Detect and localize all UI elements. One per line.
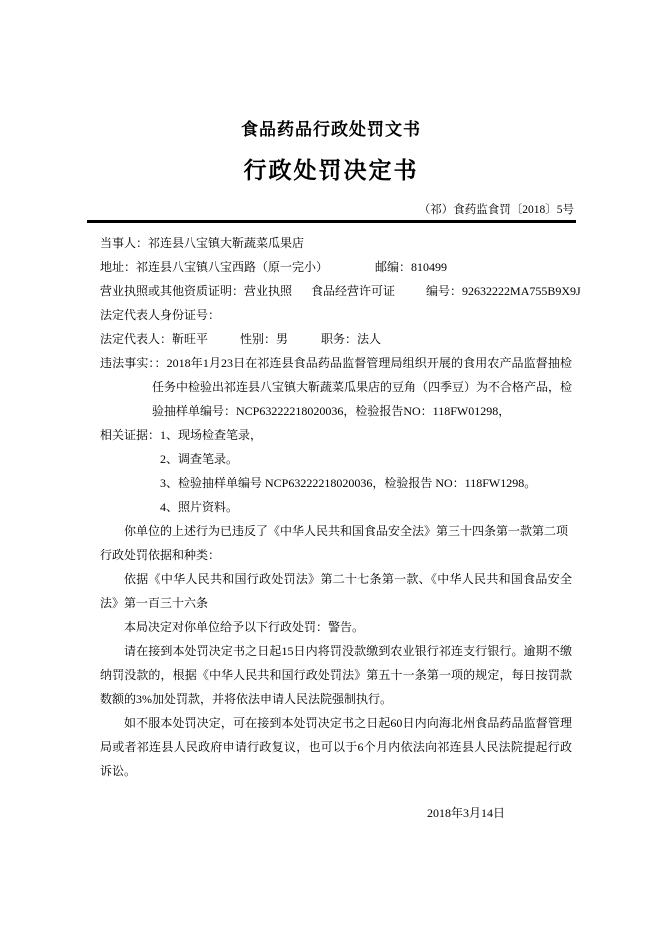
facts-text: ：2018年1月23日在祁连县食品药品监督管理局组织开展的食用农产品监督抽检任务中检验出祁连县八宝镇大靳蔬菜瓜果店的豆角（四季豆）为不合格产品，检验抽样单编号：NCP63222218020036，检验报告NO：118FW01298， bbox=[152, 356, 573, 418]
license-number-field: 编号：92632222MA755B9X9J bbox=[426, 284, 581, 298]
evidence-item-2: 2、调查笔录。 bbox=[160, 452, 239, 466]
payment-paragraph: 请在接到本处罚决定书之日起15日内将罚没款缴到农业银行祁连支行银行。逾期不缴纳罚没款的，根据《中华人民共和国行政处罚法》第五十一条第一项的规定，每日按罚款数额的3%加处罚款，并将依法申请人民法院强制执行。 bbox=[100, 644, 572, 706]
legal-rep-field: 法定代表人：靳旺平 bbox=[100, 332, 209, 346]
document-title: 行政处罚决定书 bbox=[243, 158, 419, 183]
address-line bbox=[100, 255, 572, 279]
penalty-basis-heading: 行政处罚依据和种类： bbox=[100, 548, 221, 562]
license-line bbox=[100, 279, 581, 303]
permit-field: 食品经营许可证 bbox=[311, 284, 396, 298]
basis-paragraph: 依据《中华人民共和国行政处罚法》第二十七条第一款、《中华人民共和国食品安全法》第一百三十六条 bbox=[100, 572, 572, 610]
evidence-item-4: 4、照片资料。 bbox=[160, 500, 239, 514]
id-number-field: 法定代表人身份证号： bbox=[100, 308, 221, 322]
address-field: 地址：祁连县八宝镇八宝西路（原一完小） bbox=[100, 260, 329, 274]
gender-field: 性别：男 bbox=[240, 332, 289, 346]
postcode-field: 邮编：810499 bbox=[375, 260, 448, 274]
evidence-paragraph bbox=[100, 423, 572, 447]
facts-paragraph bbox=[100, 351, 572, 423]
document-number: （祁）食药监食罚〔2018〕5号 bbox=[418, 204, 574, 216]
document-body bbox=[100, 231, 581, 825]
evidence-item-3: 3、检验抽样单编号 NCP63222218020036，检验报告 NO：118FW1298。 bbox=[160, 476, 537, 490]
facts-label: 违法事实： bbox=[100, 356, 155, 370]
violation-paragraph: 你单位的上述行为已违反了《中华人民共和国食品安全法》第三十四条第一款第二项 bbox=[124, 524, 569, 538]
evidence-item-1: 1、现场检查笔录， bbox=[160, 428, 263, 442]
document-date: 2018年3月14日 bbox=[426, 806, 505, 820]
license-field: 营业执照或其他资质证明：营业执照 bbox=[100, 284, 293, 298]
legal-rep-line bbox=[100, 327, 572, 351]
id-number-line bbox=[100, 303, 572, 327]
header-divider bbox=[87, 220, 576, 223]
decision-line: 本局决定对你单位给予以下行政处罚：警告。 bbox=[124, 620, 365, 634]
evidence-label: 相关证据： bbox=[100, 428, 161, 442]
position-field: 职务：法人 bbox=[321, 332, 382, 346]
party-field: 当事人：祁连县八宝镇大靳蔬菜瓜果店 bbox=[100, 236, 305, 250]
appeal-paragraph: 如不服本处罚决定，可在接到本处罚决定书之日起60日内向海北州食品药品监督管理局或者祁连县人民政府申请行政复议，也可以于6个月内依法向祁连县人民法院提起行政诉讼。 bbox=[100, 716, 572, 778]
party-line bbox=[100, 231, 572, 255]
document-category-title: 食品药品行政处罚文书 bbox=[241, 120, 421, 139]
